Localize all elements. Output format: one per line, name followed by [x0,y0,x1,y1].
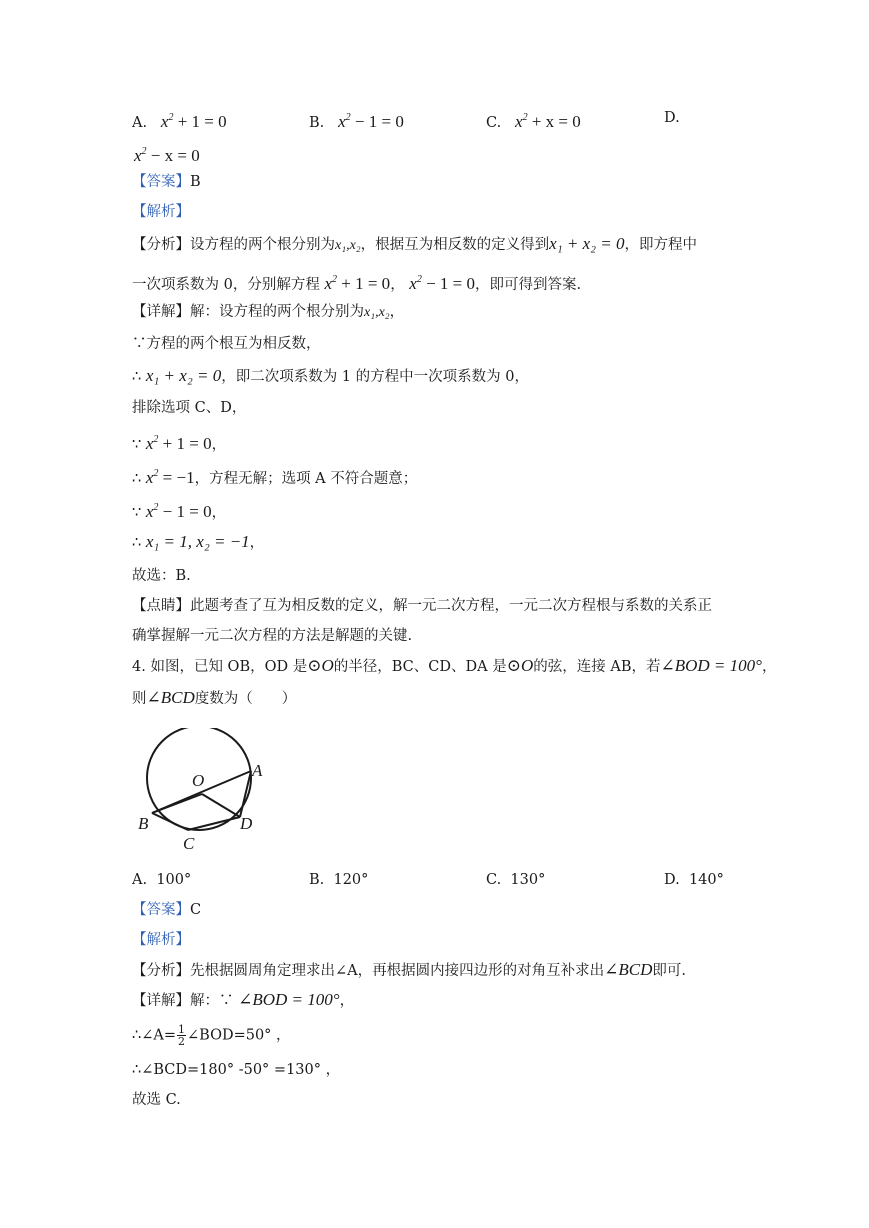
q4-xiangjie-line4: 故选 C. [132,1092,181,1108]
q4-fenxi: 【分析】先根据圆周角定理求出∠A，再根据圆内接四边形的对角互补求出∠BCD即可. [132,960,686,979]
fraction-one-half: $\frac{1}{2}$ [178,1023,185,1048]
q4-answer: 【答案】C [132,902,202,918]
q3-xiangjie-line3: ∴ x₁ + x₂ = 0，即二次项系数为 1 的方程中一次项系数为 0， [132,366,529,385]
q3-fenxi-line1: 【分析】设方程的两个根分别为x₁,x₂，根据互为相反数的定义得到x₁ + x₂ = 0，即方程中 [132,234,698,253]
q3-analysis-heading: 【解析】 [132,204,190,220]
label-d: D [240,814,253,833]
q3-xiangjie-line2: ∵方程的两个根互为相反数， [132,336,321,352]
q3-xiangjie-line9: 故选：B. [132,568,191,584]
q3-answer: 【答案】B [132,174,201,190]
q4-stem-line1: 4. 如图，已知 OB，OD 是⊙O的半径，BC、CD、DA 是⊙O的弦，连接 AB，若∠BOD = 100°， [132,656,777,675]
q3-option-a: A. $x^2 + 1 = 0$ [132,112,227,131]
q3-xiangjie-line7: ∵ $x^2 - 1 = 0$， [132,502,227,521]
radius-ob [152,794,202,813]
q4-stem-line2: 则∠BCD度数为（ ） [132,688,297,707]
q4-xiangjie-line3: ∴∠BCD=180° -50° =130° ， [132,1062,341,1078]
label-b: B [138,814,149,833]
circle-figure [132,728,272,853]
q4-xiangjie-line1: 【详解】解：∵ ∠BOD = 100°， [132,990,355,1009]
q4-option-d: D. 140° [664,872,724,888]
q4-option-a: A. 100° [132,872,192,888]
q4-option-c: C. 130° [486,872,546,888]
q3-option-c-equation: $x^2 + x = 0$ [515,112,581,131]
q3-xiangjie-line8: ∴ x₁ = 1, x₂ = −1， [132,532,265,551]
chord-bc [152,813,188,830]
q3-xiangjie-line5: ∵ $x^2 + 1 = 0$， [132,434,227,453]
q3-option-a-equation: $x^2 + 1 = 0$ [160,112,227,131]
q3-xiangjie-line1: 【详解】解：设方程的两个根分别为x₁,x₂， [132,304,405,320]
q3-xiangjie-line6: ∴ $x^2 = -1$，方程无解；选项 A 不符合题意； [132,468,418,487]
label-o: O [192,771,205,790]
q3-option-d-label: D. [664,110,680,126]
radius-od [202,794,240,817]
q3-xiangjie-line4: 排除选项 C、D， [132,400,247,416]
q3-option-b-equation: $x^2 - 1 = 0$ [338,112,404,131]
q3-option-d-equation: $x^2 - x = 0$ [134,146,200,165]
q3-option-b: B. $x^2 - 1 = 0$ [309,112,404,131]
q4-analysis-heading: 【解析】 [132,932,190,948]
q4-xiangjie-line2: ∴∠A= $\frac{1}{2}$ ∠BOD=50° ， [132,1023,291,1048]
q3-fenxi-line2: 一次项系数为 0，分别解方程 $x^2 + 1 = 0$， $x^2 - 1 = 0$，即可得到答案. [132,274,582,293]
answer-tag: 【答案】 [132,174,190,190]
q3-dianjing-line2: 确掌握解一元二次方程的方法是解题的关键. [132,628,413,644]
q3-option-c: C. $x^2 + x = 0$ [486,112,581,131]
q4-option-b: B. 120° [309,872,369,888]
label-a: A [252,761,263,780]
q3-dianjing-line1: 【点睛】此题考查了互为相反数的定义，解一元二次方程，一元二次方程根与系数的关系正 [132,598,712,614]
label-c: C [183,834,195,853]
